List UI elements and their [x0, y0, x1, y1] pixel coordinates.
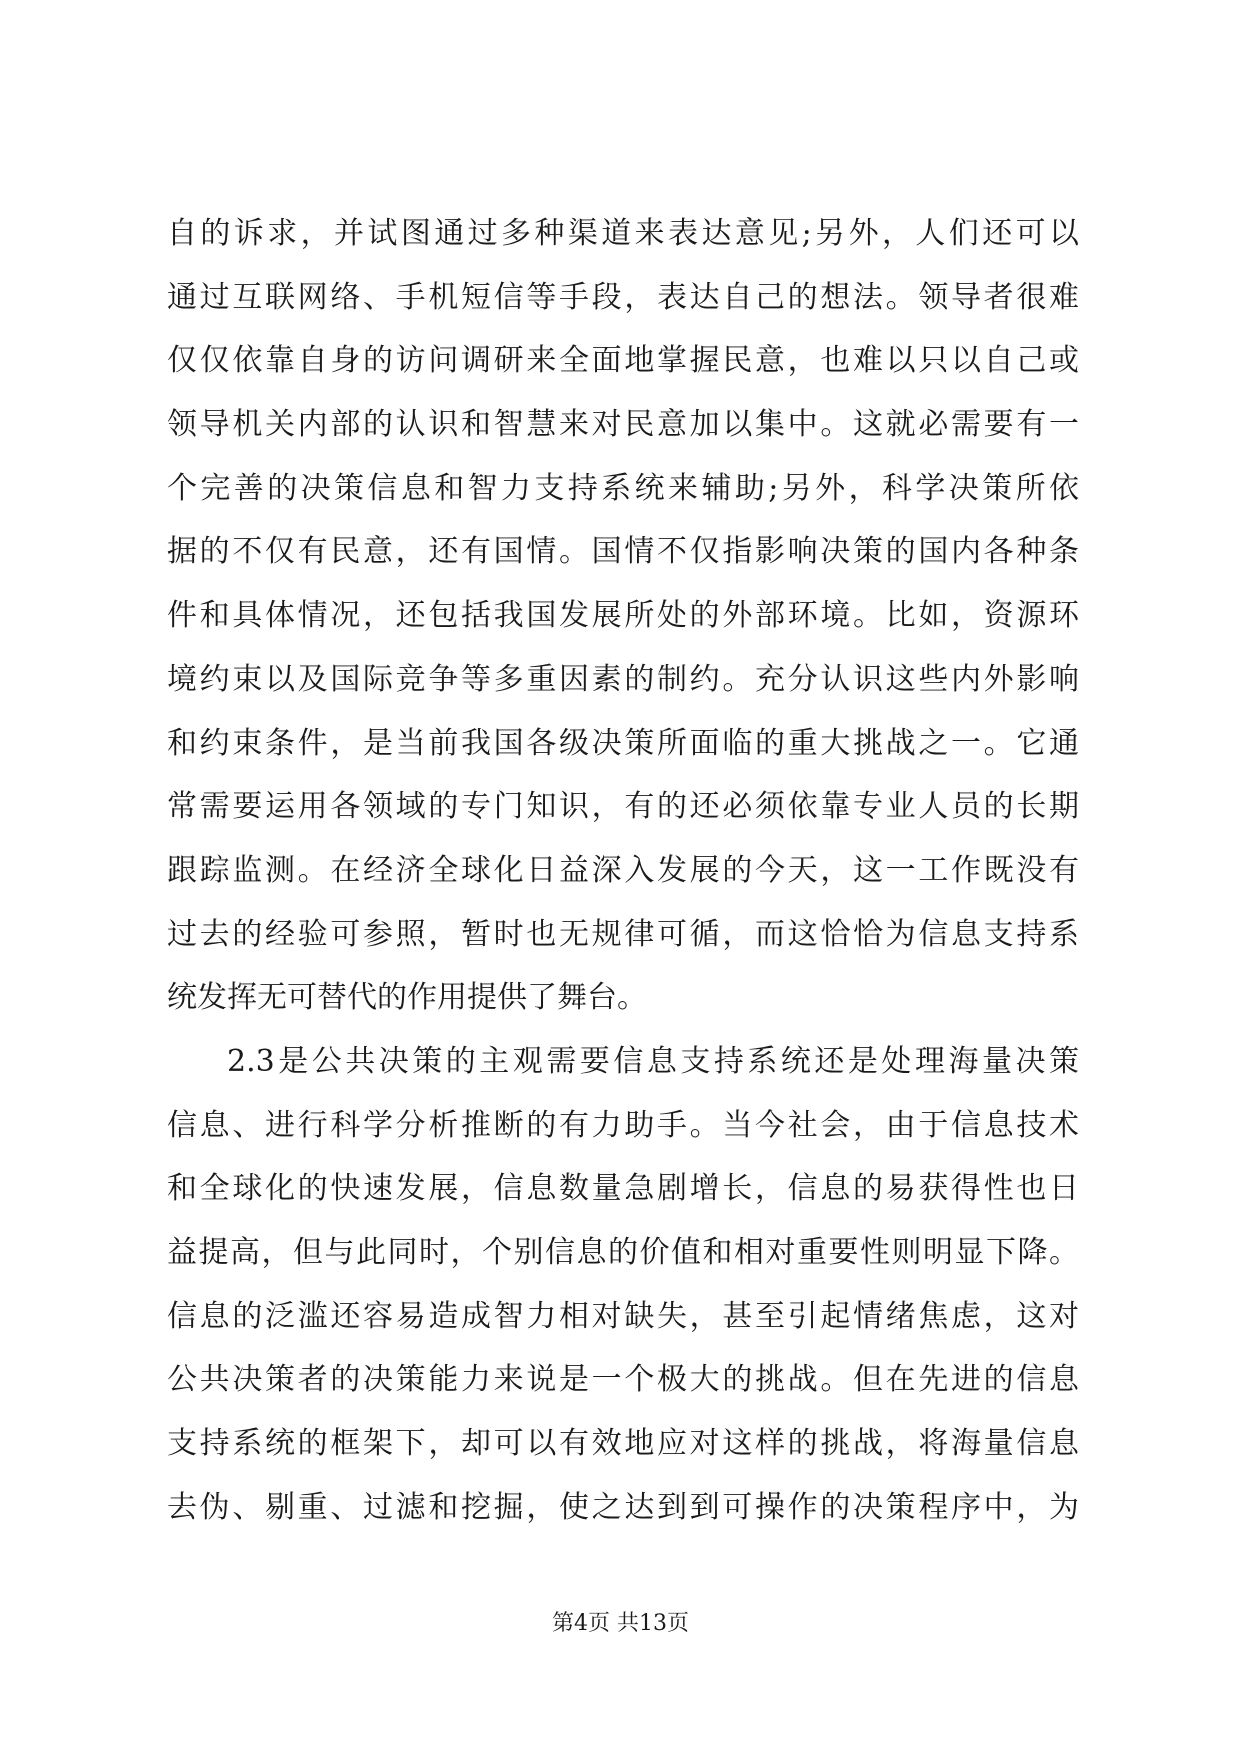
- text-line: 个完善的决策信息和智力支持系统来辅助;另外，科学决策所依: [167, 470, 1079, 506]
- text-line: 支持系统的框架下，却可以有效地应对这样的挑战，将海量信息: [167, 1426, 1079, 1462]
- text-line: 跟踪监测。在经济全球化日益深入发展的今天，这一工作既没有: [167, 852, 1079, 888]
- text-line: 益提高，但与此同时，个别信息的价值和相对重要性则明显下降。: [167, 1235, 1079, 1270]
- text-line: 件和具体情况，还包括我国发展所处的外部环境。比如，资源环: [167, 598, 1079, 634]
- text-line: 境约束以及国际竞争等多重因素的制约。充分认识这些内外影响: [167, 661, 1079, 697]
- text-line: 据的不仅有民意，还有国情。国情不仅指影响决策的国内各种条: [167, 534, 1079, 570]
- text-line: 通过互联网络、手机短信等手段，表达自己的想法。领导者很难: [167, 279, 1079, 315]
- body-text: [167, 202, 1079, 1539]
- text-line: 信息的泛滥还容易造成智力相对缺失，甚至引起情绪焦虑，这对: [167, 1298, 1079, 1334]
- page-footer: 第4页 共13页: [552, 1611, 689, 1636]
- text-line: 公共决策者的决策能力来说是一个极大的挑战。但在先进的信息: [167, 1362, 1079, 1398]
- text-line: 领导机关内部的认识和智慧来对民意加以集中。这就必需要有一: [167, 407, 1079, 443]
- text-line: 和约束条件，是当前我国各级决策所面临的重大挑战之一。它通: [167, 725, 1079, 761]
- text-line: 自的诉求，并试图通过多种渠道来表达意见;另外，人们还可以: [167, 216, 1079, 251]
- text-line: 仅仅依靠自身的访问调研来全面地掌握民意，也难以只以自己或: [167, 343, 1079, 379]
- section-heading-line: 2.3是公共决策的主观需要信息支持系统还是处理海量决策: [227, 1043, 1079, 1079]
- text-line: 过去的经验可参照，暂时也无规律可循，而这恰恰为信息支持系: [167, 916, 1079, 952]
- text-line: 常需要运用各领域的专门知识，有的还必须依靠专业人员的长期: [167, 789, 1079, 825]
- text-line: 信息、进行科学分析推断的有力助手。当今社会，由于信息技术: [167, 1107, 1079, 1143]
- text-line: 和全球化的快速发展，信息数量急剧增长，信息的易获得性也日: [167, 1171, 1079, 1207]
- text-line: 去伪、剔重、过滤和挖掘，使之达到到可操作的决策程序中，为: [167, 1489, 1079, 1525]
- text-line: 统发挥无可替代的作用提供了舞台。: [167, 980, 647, 1016]
